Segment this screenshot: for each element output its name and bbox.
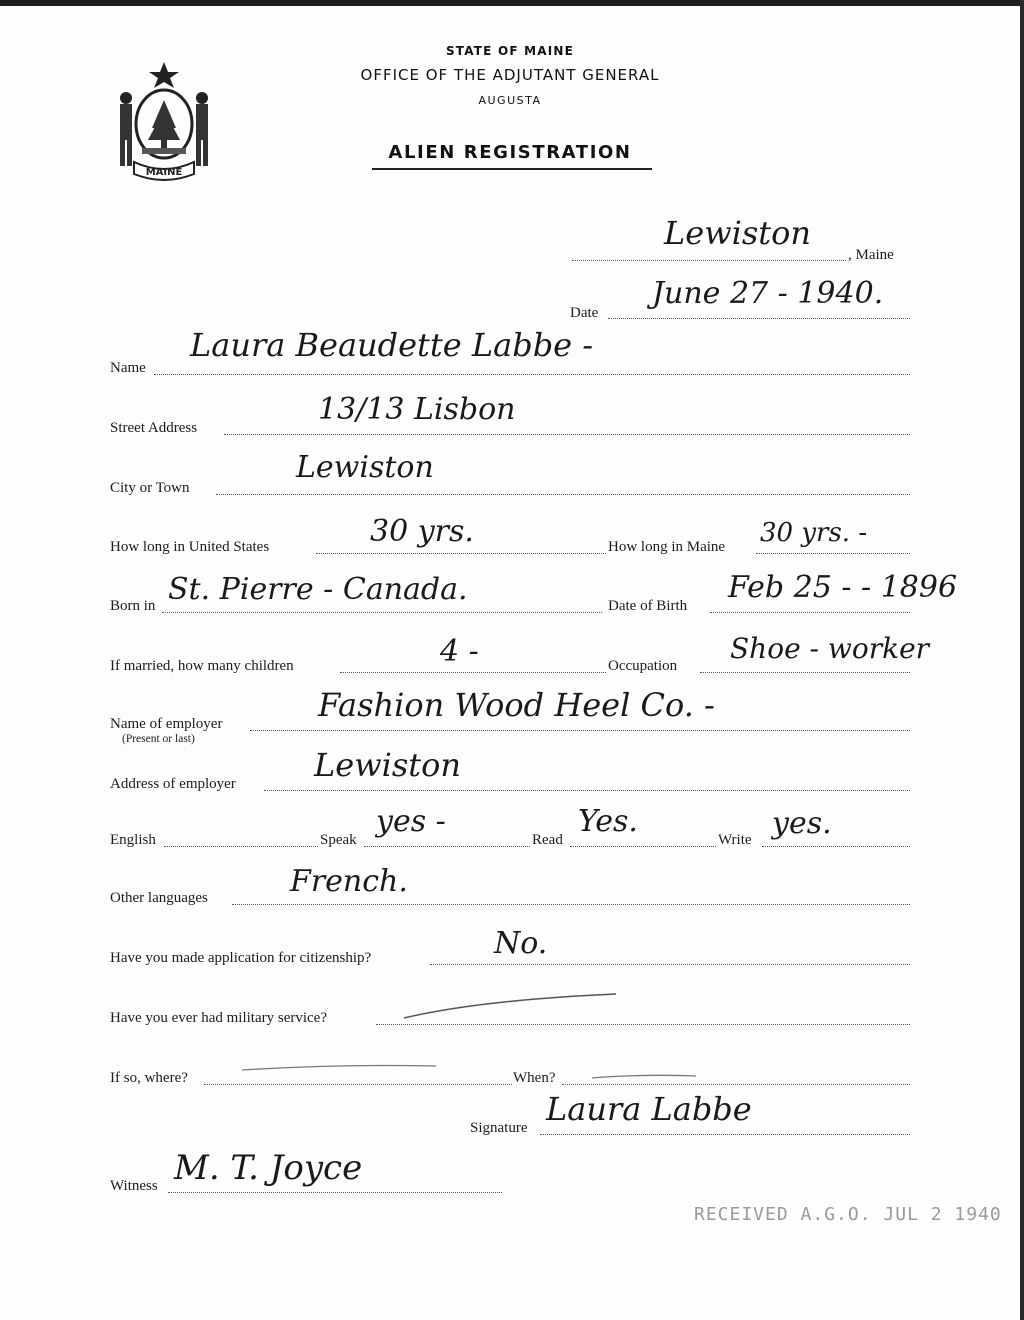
read-entry: Yes. xyxy=(578,804,638,839)
when-line xyxy=(562,1084,910,1085)
date-entry: June 27 - 1940. xyxy=(652,276,884,311)
street-entry: 13/13 Lisbon xyxy=(318,392,516,427)
witness-line xyxy=(168,1192,502,1193)
form-title: ALIEN REGISTRATION xyxy=(388,142,632,163)
employer-label: Name of employer xyxy=(110,716,223,732)
other-languages-label: Other languages xyxy=(110,890,208,906)
witness-entry: M. T. Joyce xyxy=(174,1148,363,1188)
children-label: If married, how many children xyxy=(110,658,294,674)
employer-address-line xyxy=(264,790,910,791)
date-label: Date xyxy=(570,305,599,321)
city-entry: Lewiston xyxy=(296,450,434,485)
signature-line xyxy=(540,1134,910,1135)
how-long-maine-line xyxy=(756,553,910,554)
other-languages-line xyxy=(232,904,910,905)
military-dash-mark xyxy=(400,990,620,1024)
city-label: City or Town xyxy=(110,480,190,496)
employer-address-label: Address of employer xyxy=(110,776,236,792)
military-label: Have you ever had military service? xyxy=(110,1010,327,1026)
maine-state-seal-icon xyxy=(108,58,220,182)
when-dash-mark xyxy=(590,1070,700,1084)
born-in-label: Born in xyxy=(110,598,156,614)
other-languages-entry: French. xyxy=(290,864,408,899)
how-long-us-label: How long in United States xyxy=(110,539,270,555)
children-line xyxy=(340,672,606,673)
maine-label: , Maine xyxy=(848,247,894,263)
english-line xyxy=(164,846,318,847)
occupation-entry: Shoe - worker xyxy=(730,632,930,665)
where-dash-mark xyxy=(240,1060,440,1074)
name-line xyxy=(154,374,910,375)
read-line xyxy=(570,846,716,847)
header-city: AUGUSTA xyxy=(478,94,542,107)
how-long-maine-label: How long in Maine xyxy=(608,539,726,555)
citizenship-entry: No. xyxy=(494,926,548,961)
if-so-where-line xyxy=(204,1084,512,1085)
street-line xyxy=(224,434,910,435)
date-of-birth-entry: Feb 25 - - 1896 xyxy=(728,570,958,605)
write-line xyxy=(762,846,910,847)
header-state: STATE OF MAINE xyxy=(445,44,575,58)
name-label: Name xyxy=(110,360,146,376)
street-label: Street Address xyxy=(110,420,198,436)
employer-address-entry: Lewiston xyxy=(314,746,461,784)
how-long-maine-entry: 30 yrs. - xyxy=(760,518,868,548)
witness-label: Witness xyxy=(110,1178,158,1194)
employer-entry: Fashion Wood Heel Co. - xyxy=(318,686,715,724)
date-line xyxy=(608,318,910,319)
how-long-us-entry: 30 yrs. xyxy=(370,514,474,549)
citizenship-line xyxy=(430,964,910,965)
citizenship-label: Have you made application for citizenship? xyxy=(110,950,372,966)
city-line xyxy=(216,494,910,495)
speak-line xyxy=(364,846,530,847)
speak-label: Speak xyxy=(320,832,357,848)
write-entry: yes. xyxy=(772,806,832,841)
children-entry: 4 - xyxy=(440,634,479,669)
title-underline xyxy=(372,168,652,170)
received-stamp: RECEIVED A.G.O. JUL 2 1940 xyxy=(694,1204,1002,1225)
how-long-us-line xyxy=(316,553,606,554)
military-line xyxy=(376,1024,910,1025)
town-line xyxy=(572,260,846,261)
english-label: English xyxy=(110,832,156,848)
scan-edge-top xyxy=(0,0,1024,6)
born-in-entry: St. Pierre - Canada. xyxy=(168,572,468,607)
born-in-line xyxy=(162,612,602,613)
scan-edge-right xyxy=(1020,0,1024,1320)
speak-entry: yes - xyxy=(376,804,446,839)
date-of-birth-line xyxy=(710,612,910,613)
occupation-line xyxy=(700,672,910,673)
header-office: OFFICE OF THE ADJUTANT GENERAL xyxy=(360,66,660,84)
write-label: Write xyxy=(718,832,752,848)
employer-sublabel: (Present or last) xyxy=(122,733,195,745)
seal-banner-text: MAINE xyxy=(145,167,183,178)
signature-entry: Laura Labbe xyxy=(546,1090,752,1128)
employer-line xyxy=(250,730,910,731)
when-label: When? xyxy=(513,1070,556,1086)
signature-label: Signature xyxy=(470,1120,528,1136)
read-label: Read xyxy=(532,832,563,848)
if-so-where-label: If so, where? xyxy=(110,1070,188,1086)
occupation-label: Occupation xyxy=(608,658,678,674)
town-entry: Lewiston xyxy=(664,214,811,252)
name-entry: Laura Beaudette Labbe - xyxy=(190,326,594,364)
date-of-birth-label: Date of Birth xyxy=(608,598,688,614)
